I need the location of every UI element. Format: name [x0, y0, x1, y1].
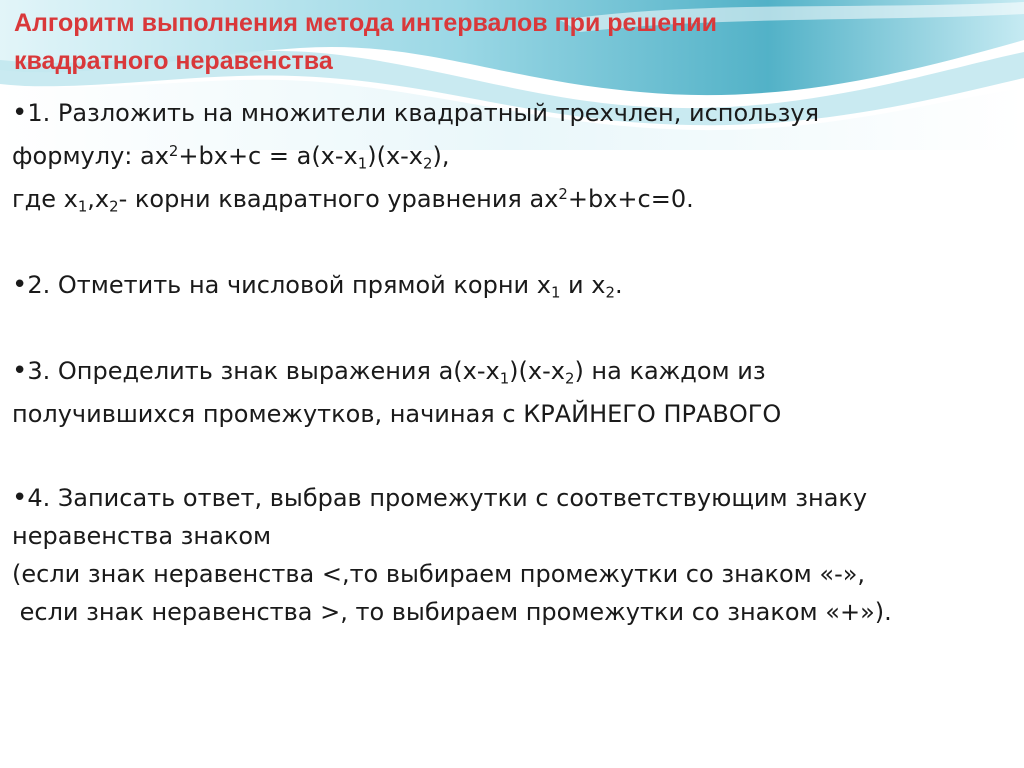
spacer	[12, 221, 1012, 264]
roots-sup: 2	[558, 184, 568, 203]
step-3-text: ) на каждом из	[574, 357, 766, 385]
formula-text: )(x-x	[367, 142, 424, 170]
step-3-sub: 1	[499, 369, 510, 388]
step-1-lead: 1. Разложить на множители квадратный трехчлен, используя	[27, 99, 820, 127]
roots-text: - корни квадратного уравнения ax	[118, 185, 559, 213]
roots-text: ,x	[87, 185, 110, 213]
step-4-line-3: (если знак неравенства <,то выбираем промежутки со знаком «-»,	[12, 560, 866, 588]
step-4-text: 4. Записать ответ, выбрав промежутки с соответствующим знаку	[27, 484, 868, 512]
formula-text: +bx+c = a(x-x	[178, 142, 358, 170]
title-line-1: Алгоритм выполнения метода интервалов при решении	[14, 9, 718, 37]
step-1-formula	[12, 135, 1012, 178]
step-2-sub: 2	[605, 283, 615, 302]
formula-text: ),	[432, 142, 450, 170]
roots-text: где x	[12, 185, 78, 213]
step-4-line-2: неравенства знаком	[12, 522, 272, 550]
formula-sub: 1	[357, 154, 368, 173]
step-2-text: 2. Отметить на числовой прямой корни x	[27, 271, 551, 299]
step-2-sub: 1	[550, 283, 561, 302]
step-4-line-1	[12, 479, 1012, 517]
step-3-line-1	[12, 350, 1012, 393]
roots-sub: 1	[77, 197, 88, 216]
bullet-icon: •	[12, 98, 28, 128]
step-1-roots	[12, 178, 1012, 221]
bullet-icon: •	[12, 483, 28, 513]
algorithm-steps	[12, 92, 1012, 631]
step-3-line-2: получившихся промежутков, начиная с КРАЙНЕГО ПРАВОГО	[12, 400, 782, 428]
title-line-2: квадратного неравенства	[14, 47, 333, 75]
spacer	[12, 436, 1012, 479]
step-3-text: )(x-x	[509, 357, 565, 385]
roots-sub: 2	[109, 197, 119, 216]
spacer	[12, 307, 1012, 350]
formula-text: формулу: ax	[12, 142, 169, 170]
formula-sup: 2	[168, 141, 179, 160]
step-4-line-4: если знак неравенства >, то выбираем промежутки со знаком «+»).	[12, 598, 892, 626]
step-2	[12, 264, 1012, 307]
page-title	[14, 4, 994, 80]
step-2-text: и x	[560, 271, 606, 299]
roots-text: +bx+c=0.	[567, 185, 694, 213]
step-1-line-1	[12, 92, 1012, 135]
bullet-icon: •	[12, 356, 28, 386]
bullet-icon: •	[12, 270, 28, 300]
step-3-sub: 2	[564, 369, 575, 388]
formula-sub: 2	[423, 154, 433, 173]
step-3-text: 3. Определить знак выражения a(x-x	[27, 357, 500, 385]
step-2-text: .	[614, 271, 623, 299]
